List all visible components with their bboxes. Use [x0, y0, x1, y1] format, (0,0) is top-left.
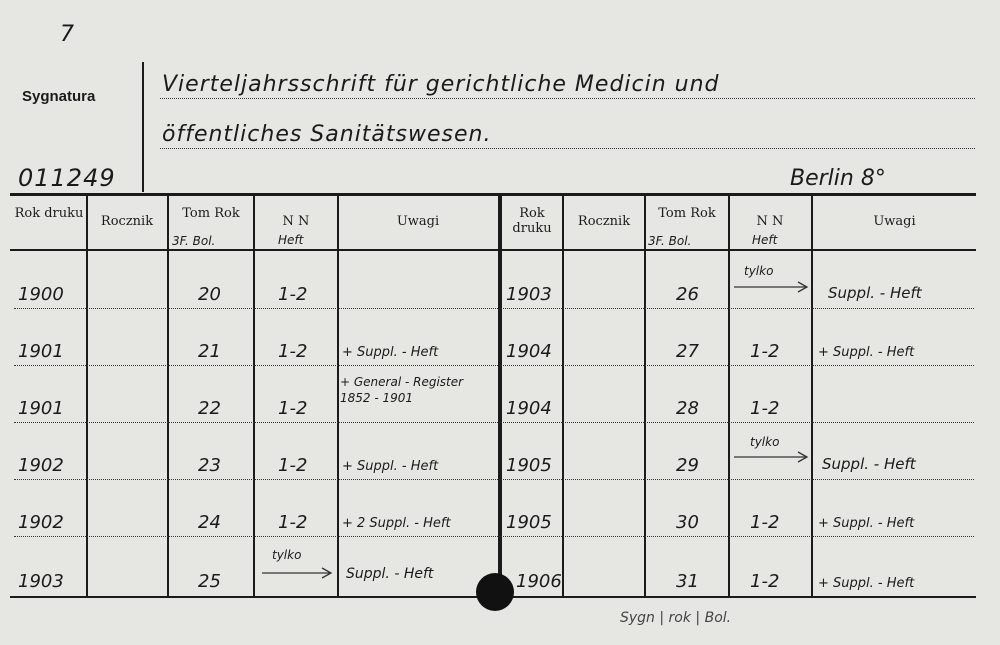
header-tom-rok: Tom Rok [182, 206, 240, 221]
row-tom: 20 [198, 284, 221, 305]
row-nn-tylko: tylko [272, 548, 302, 562]
row-tom-right: 27 [676, 341, 699, 362]
header-nn-sub: Heft [278, 233, 304, 247]
row-nn-right: 1-2 [750, 571, 780, 592]
row-year-right: 1905 [506, 455, 552, 476]
row-nn: 1-2 [278, 284, 308, 305]
row-tom: 25 [198, 571, 221, 592]
signature-label: Sygnatura [22, 88, 96, 105]
header-tom-rok-right: Tom Rok [658, 206, 716, 221]
row-uwagi-right: + Suppl. - Heft [818, 345, 915, 360]
row-year-right: 1903 [506, 284, 552, 305]
header-nn: N N [282, 214, 310, 229]
row-tom-right: 28 [676, 398, 699, 419]
row-tom: 24 [198, 512, 221, 533]
row-nn-right: 1-2 [750, 398, 780, 419]
header-rok-druku-right: Rok druku [512, 206, 552, 236]
title-line-1: Vierteljahrsschrift für gerichtliche Medicin und [162, 72, 720, 97]
row-rule [14, 422, 974, 423]
row-uwagi: + General - Register 1852 - 1901 [340, 375, 464, 405]
card-number: 7 [60, 22, 74, 47]
header-tom-sub: 3F. Bol. [172, 234, 216, 248]
table-top-border [10, 193, 976, 196]
row-nn: 1-2 [278, 398, 308, 419]
row-uwagi-right: Suppl. - Heft [828, 284, 922, 302]
row-uwagi-right: Suppl. - Heft [822, 455, 916, 473]
row-tom: 22 [198, 398, 221, 419]
header-nn-right: N N [756, 214, 784, 229]
signature-value: 011249 [18, 164, 116, 192]
row-nn-right: 1-2 [750, 512, 780, 533]
row-year-right: 1904 [506, 341, 552, 362]
title-rule-2 [160, 148, 975, 149]
row-uwagi-right: + Suppl. - Heft [818, 516, 915, 531]
signature-divider [142, 62, 144, 192]
row-rule [14, 365, 974, 366]
row-uwagi: + Suppl. - Heft [342, 345, 439, 360]
header-tom-sub-right: 3F. Bol. [648, 234, 692, 248]
title-line-2: öffentliches Sanitätswesen. [162, 122, 492, 147]
row-rule [14, 536, 974, 537]
header-uwagi-right: Uwagi [873, 214, 916, 229]
row-tom-right: 26 [676, 284, 699, 305]
row-tom-right: 29 [676, 455, 699, 476]
row-year-right: 1904 [506, 398, 552, 419]
row-nn-right: 1-2 [750, 341, 780, 362]
row-year: 1902 [18, 512, 64, 533]
header-rocznik-right: Rocznik [577, 214, 631, 229]
row-year: 1900 [18, 284, 64, 305]
row-year: 1903 [18, 571, 64, 592]
row-uwagi-right: + Suppl. - Heft [818, 576, 915, 591]
row-nn: 1-2 [278, 512, 308, 533]
title-rule-1 [160, 98, 975, 99]
arrow-icon [732, 280, 812, 294]
row-rule [14, 479, 974, 480]
row-year-right: 1906 [516, 571, 562, 592]
arrow-icon [732, 450, 812, 464]
row-tom: 21 [198, 341, 221, 362]
row-nn-tylko: tylko [750, 435, 780, 449]
footer-note: Sygn | rok | Bol. [620, 610, 732, 626]
row-year: 1901 [18, 398, 64, 419]
row-uwagi: + Suppl. - Heft [342, 459, 439, 474]
punch-hole [476, 573, 514, 611]
header-bottom-border [10, 249, 976, 251]
header-nn-sub-right: Heft [752, 233, 778, 247]
row-tom: 23 [198, 455, 221, 476]
row-rule [14, 308, 974, 309]
row-nn-tylko: tylko [744, 264, 774, 278]
arrow-icon [260, 566, 336, 580]
place-format: Berlin 8° [790, 166, 886, 191]
row-year: 1901 [18, 341, 64, 362]
header-uwagi: Uwagi [396, 214, 440, 229]
row-tom-right: 30 [676, 512, 699, 533]
row-uwagi: + 2 Suppl. - Heft [342, 516, 451, 531]
row-uwagi: Suppl. - Heft [346, 566, 434, 582]
header-rok-druku: Rok druku [14, 206, 84, 221]
row-nn: 1-2 [278, 455, 308, 476]
header-rocznik: Rocznik [100, 214, 154, 229]
row-year-right: 1905 [506, 512, 552, 533]
row-tom-right: 31 [676, 571, 699, 592]
row-nn: 1-2 [278, 341, 308, 362]
row-year: 1902 [18, 455, 64, 476]
